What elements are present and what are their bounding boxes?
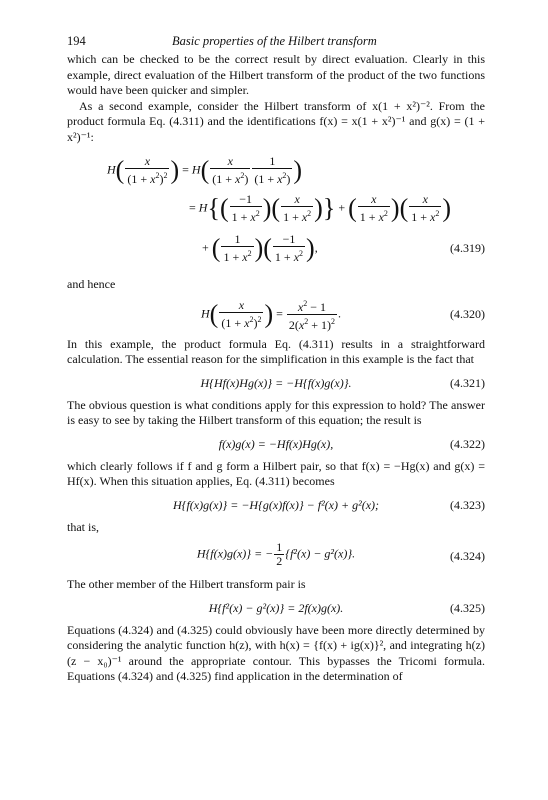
equation-4-321 xyxy=(67,368,485,398)
paragraph-8: The other member of the Hilbert transform pair is xyxy=(67,577,306,591)
eq-4-319-line-3: + ( $\frac{1}{1 + x^2}$ )( $\frac{-1}{1 + x^2}$ ), xyxy=(202,232,318,264)
running-title: Basic properties of the Hilbert transform xyxy=(172,34,377,48)
equation-number: (4.324) xyxy=(450,549,485,563)
equation-number: (4.321) xyxy=(450,375,485,390)
equation-number: (4.319) xyxy=(450,241,485,255)
page-number: 194 xyxy=(67,34,86,48)
equation-number: (4.325) xyxy=(450,600,485,615)
paragraph-1: which can be checked to be the correct result by direct evaluation. Clearly in this example, direct evaluation of the Hilbert transform of the product of the two functions would have been quicker and simpler. xyxy=(67,52,485,97)
page xyxy=(67,30,485,685)
fraction-numerator: 1 xyxy=(276,540,283,554)
equation-body: H{Hf(x)Hg(x)} = −H{f(x)g(x)}. xyxy=(200,375,352,390)
equation-number: (4.322) xyxy=(450,436,485,451)
equation-body xyxy=(67,541,485,568)
running-header xyxy=(67,30,485,52)
equation-body: f(x)g(x) = −Hf(x)Hg(x), xyxy=(218,436,334,451)
equation-4-319 xyxy=(67,145,485,273)
paragraph-3: and hence xyxy=(67,277,116,291)
paragraph-7: that is, xyxy=(67,519,99,534)
eq-4-319-line-2: = H{( $\frac{-1}{1 + x^2}$ )( $\frac{x}{1 + x^2}$ )} + ( $\frac{x}{1 + x^2}$ )( $\frac{x}{1 + x^2}$ ) xyxy=(189,192,452,224)
paragraph-2: As a second example, consider the Hilbert transform of x(1 + x²)⁻². From the product formula Eq. (4.311) and the identifications f(x) = x(1 + x²)⁻¹ and g(x) = (1 + x²)⁻¹: xyxy=(67,98,485,144)
equation-4-323 xyxy=(67,490,485,520)
equation-body: H{f²(x) − g²(x)} = 2f(x)g(x). xyxy=(208,600,344,615)
eq-4-320-body: H( $\frac{x}{(1 + x^2)^2}$ ) = $\frac{x^2 - 1}{2(x^2 + 1)^2}$ . xyxy=(201,297,341,332)
eq-rhs: {f²(x) − g²(x)}. xyxy=(285,546,356,561)
equation-number: (4.320) xyxy=(450,306,485,321)
equation-4-325 xyxy=(67,593,485,623)
paragraph-4: In this example, the product formula Eq. (4.311) results in a straightforward calculation. The essential reason for the simplification in this example is the fact that xyxy=(67,336,485,366)
paragraph-9: Equations (4.324) and (4.325) could obviously have been more directly determined by considering the analytic function h(z), with h(x) = {f(x) + ig(x)}², and integrating h(z)(z − x₀)⁻¹ around the appropriate contour. This bypasses the Tricomi formula. Equations (4.324) and (4.325) find application in the determination of xyxy=(67,622,485,683)
equation-number: (4.323) xyxy=(450,497,485,512)
equation-body: H{f(x)g(x)} = −H{g(x)f(x)} − f²(x) + g²(x); xyxy=(172,497,380,512)
paragraph-5: The obvious question is what conditions apply for this expression to hold? The answer is easy to see by taking the Hilbert transform of this equation; the result is xyxy=(67,397,485,427)
fraction-denominator: 2 xyxy=(276,554,283,568)
eq-lhs: H{f(x)g(x)} = − xyxy=(196,546,274,561)
equation-4-320 xyxy=(67,293,485,337)
equation-4-322 xyxy=(67,429,485,459)
eq-4-319-line-1: H( $\frac{x}{(1 + x^2)^2}$ ) = H( $\frac{x}{(1 + x^2)}$ $\frac{1}{(1 + x^2)}$ ) xyxy=(107,154,303,186)
paragraph-6: which clearly follows if f and g form a Hilbert pair, so that f(x) = −Hg(x) and g(x) = Hf(x). When this situation applies, Eq. (4.311) becomes xyxy=(67,458,485,488)
equation-4-324 xyxy=(67,535,485,577)
